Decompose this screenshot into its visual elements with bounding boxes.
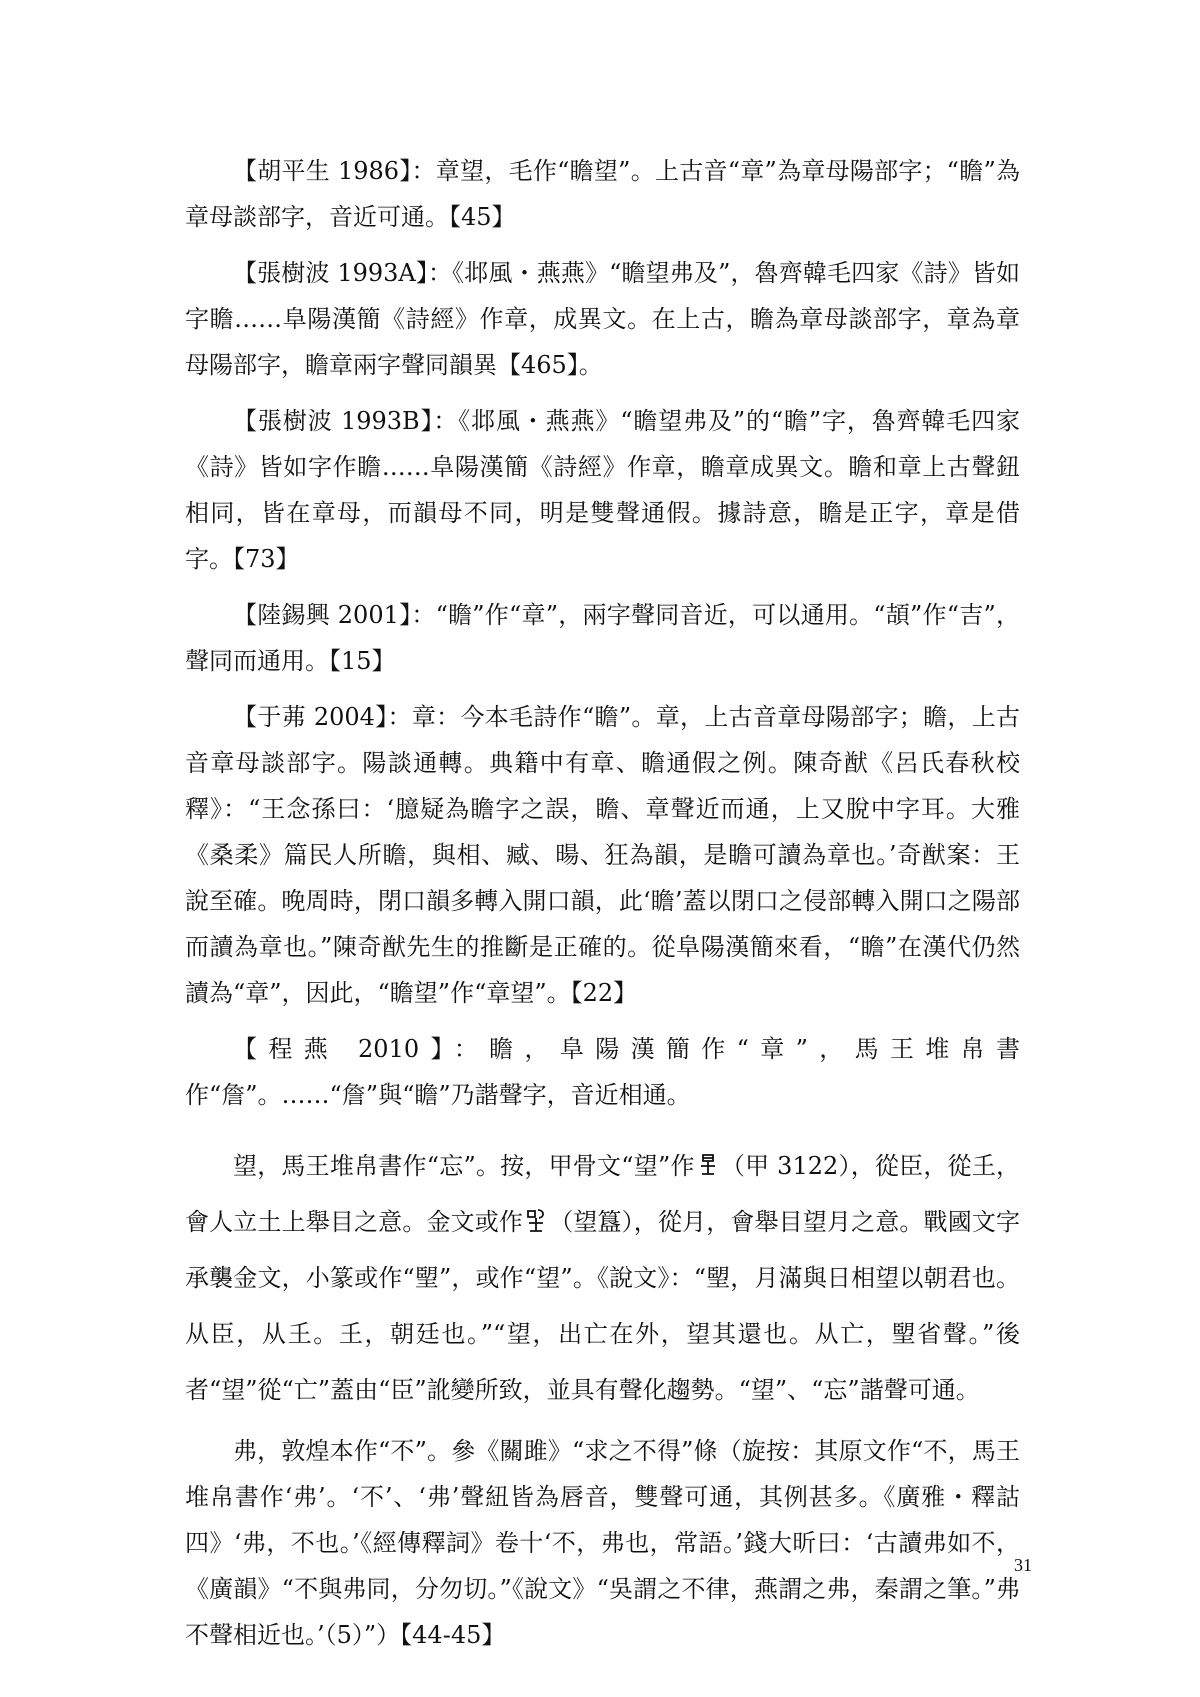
- wang-text-3: （望簋），從月，會舉目望月之意。戰國文字承襲金文，小篆或作“朢”，或作“望”。《說文》：“朢，月滿與日相望以朝君也。从臣，从𡈼。𡈼，朝廷也。”“望，出亡在外，望其還也。从亡，朢省聲。”後者“望”從“亡”蓋由“臣”訛變所致，並具有聲化趨勢。“望”、“忘”諧聲可通。: [185, 1208, 1021, 1404]
- wang-text-1: 望，馬王堆帛書作“忘”。按，甲骨文“望”作: [233, 1152, 695, 1180]
- body-text: [185, 148, 1020, 1668]
- paragraph-lu-xixing: 【陸錫興 2001】：“瞻”作“章”，兩字聲同音近，可以通用。“頡”作“吉”，聲同而通用。【15】: [185, 601, 1020, 675]
- paragraph-zhang-shubo-b: 【張樹波 1993B】：《邶風・燕燕》“瞻望弗及”的“瞻”字，魯齊韓毛四家《詩》皆如字作瞻……阜陽漢簡《詩經》作章，瞻章成異文。瞻和章上古聲鈕相同，皆在章母，而韻母不同，明是雙聲通假。據詩意，瞻是正字，章是借字。【73】: [185, 407, 1020, 573]
- paragraph-hu-pingsheng: 【胡平生 1986】：章望，毛作“瞻望”。上古音“章”為章母陽部字；“瞻”為章母談部字，音近可通。【45】: [185, 157, 1020, 231]
- page-number: 31: [1014, 1555, 1032, 1575]
- paragraph-yu-fu: 【于茀 2004】：章：今本毛詩作“瞻”。章，上古音章母陽部字；瞻，上古音章母談部字。陽談通轉。典籍中有章、瞻通假之例。陳奇猷《呂氏春秋校釋》：“王念孫曰：‘臆疑為瞻字之誤，瞻、章聲近而通，上又脫中字耳。大雅《桑柔》篇民人所瞻，與相、臧、暘、狂為韻，是瞻可讀為章也。’奇猷案：王說至確。晚周時，閉口韻多轉入開口韻，此‘瞻’蓋以閉口之侵部轉入開口之陽部而讀為章也。”陳奇猷先生的推斷是正確的。從阜陽漢簡來看，“瞻”在漢代仍然讀為“章”，因此，“瞻望”作“章望”。【22】: [185, 703, 1020, 1007]
- oracle-bone-wang-icon: [697, 1152, 719, 1178]
- paragraph-wang: [185, 1138, 1020, 1418]
- paragraph-cheng-yan: 【程燕 2010】：瞻，阜陽漢簡作“章”，馬王堆帛書作“詹”。……“詹”與“瞻”乃諧聲字，音近相通。: [185, 1035, 1020, 1109]
- wang-text-2: （甲 3122），從臣，從𡈼，會人立土上舉目之意。金文或作: [185, 1152, 1020, 1236]
- bronze-wang-icon: [525, 1208, 547, 1234]
- paragraph-fu: 弗，敦煌本作“不”。參《關雎》“求之不得”條（旋按：其原文作“不，馬王堆帛書作‘弗’。‘不’、‘弗’聲紐皆為唇音，雙聲可通，其例甚多。《廣雅・釋詁四》‘弗，不也。’《經傳釋詞》卷十‘不，弗也，常語。’錢大昕曰：‘古讀弗如不，《廣韻》“不與弗同，分勿切。”《說文》“吳謂之不律，燕謂之弗，秦謂之筆。”弗不聲相近也。’（5）”）【44-45】: [185, 1437, 1020, 1649]
- paragraph-zhang-shubo-a: 【張樹波 1993A】：《邶風・燕燕》“瞻望弗及”，魯齊韓毛四家《詩》皆如字瞻……阜陽漢簡《詩經》作章，成異文。在上古，瞻為章母談部字，章為章母陽部字，瞻章兩字聲同韻異【465】。: [185, 259, 1020, 379]
